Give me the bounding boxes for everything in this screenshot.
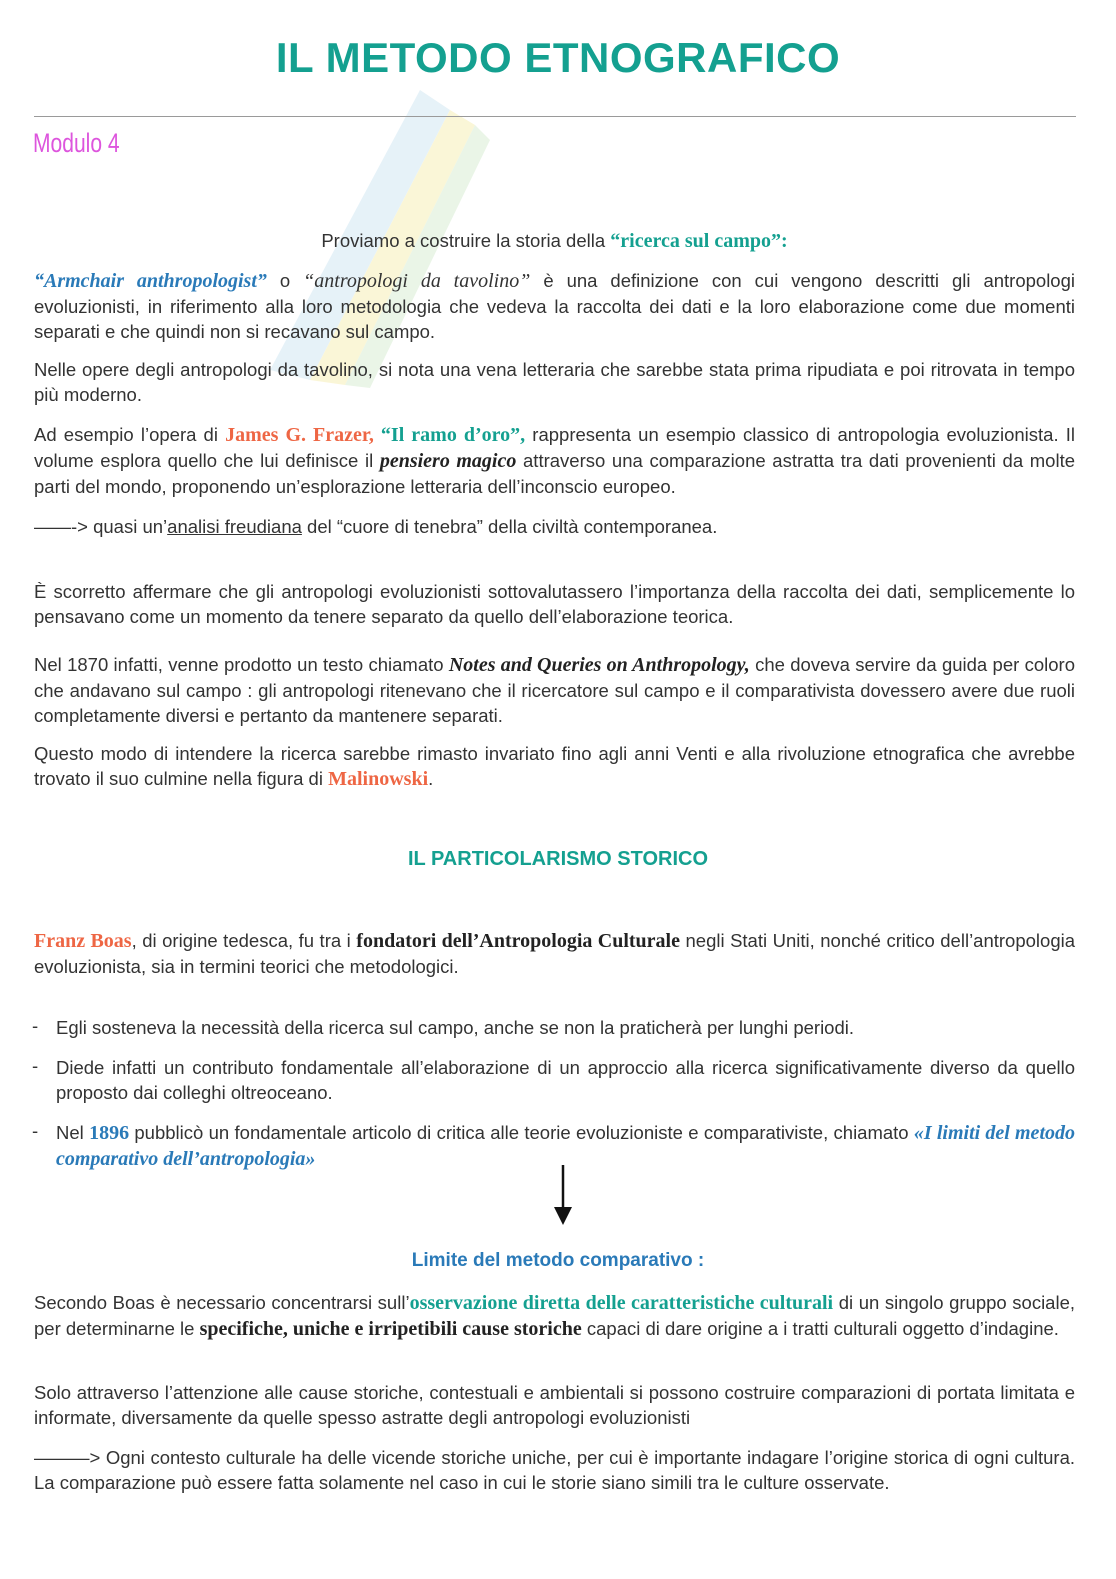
module-label: Modulo 4 [33,128,120,158]
bullet-marker: - [32,1120,39,1141]
b3-text-a: Nel [56,1122,90,1143]
page-title: IL METODO ETNOGRAFICO [275,34,841,81]
section-heading: IL PARTICOLARISMO STORICO [407,848,708,870]
p9-text-b: di un singolo gruppo sociale, per determinarne le [34,1292,1076,1339]
intro-text: Proviamo a costruire la storia della [321,230,611,251]
p9-text-c: capaci di dare origine a i tratti culturali oggetto d’indagine. [581,1318,1059,1339]
tavolino-term: “antropologi da tavolino” [303,270,531,292]
p1-or: o [266,270,304,291]
notes-queries-title: Notes and Queries on Anthropology, [448,654,750,676]
paragraph-literary: Nelle opere degli antropologi da tavolino, si nota una vena letteraria che sarebbe stata prima ripudiata e poi ritrovata in tempo più moderno. [34,359,1075,405]
intro-line [34,228,1075,254]
paragraph-conclusion: ———> Ogni contesto culturale ha delle vicende storiche uniche, per cui è importante indagare l’origine storica di ogni cultura. La comparazione può essere fatta solamente nel caso in cui le storie siano simili tra le culture osservate. [34,1447,1075,1493]
fondatori-text: fondatori dell’Antropologia Culturale [356,930,680,952]
p3-text-a: Ad esempio l’opera di [34,424,226,445]
p9-text-a: Secondo Boas è necessario concentrarsi sull’ [34,1292,410,1313]
p4-text: del “cuore di tenebra” della civiltà contemporanea. [301,516,718,537]
paragraph-boas-method [34,1290,1075,1342]
paragraph-boas [34,928,1075,979]
paragraph-freudian [34,514,1075,539]
article-title: «I limiti del metodo comparativo dell’antropologia» [56,1122,1075,1170]
list-item: Diede infatti un contributo fondamentale all’elaborazione di un approccio alla ricerca significativamente diverso da quello proposto dai colleghi oltreoceano. [56,1057,1075,1103]
title-divider [34,116,1076,117]
p7-text-b: . [428,768,434,789]
bullet-marker: - [32,1015,39,1036]
p3-text-b: rappresenta un esempio classico di antropologia evoluzionista. Il volume esplora quello che lui definisce il [34,424,1075,471]
armchair-term: “Armchair anthropologist” [34,270,267,292]
p8-text-b: negli Stati Uniti, nonché critico dell’antropologia evoluzionista, sia in termini teorici che metodologici. [34,930,1076,977]
paragraph-armchair [34,268,1075,344]
paragraph-frazer [34,422,1075,499]
osservazione-text: osservazione diretta delle caratteristiche culturali [409,1292,834,1314]
cause-storiche-text: specifiche, uniche e irripetibili cause storiche [199,1318,582,1340]
list-item: Egli sosteneva la necessità della ricerca sul campo, anche se non la praticherà per lunghi periodi. [56,1017,855,1038]
paragraph-notes-queries [34,652,1075,728]
malinowski-name: Malinowski [328,768,429,790]
p4-arrow-text: ——-> quasi un’ [34,516,168,537]
analisi-freudiana: analisi freudiana [167,516,302,537]
p3-text-c: attraverso una comparazione astratta tra dati provenienti da molte parti del mondo, proponendo un’esplorazione letteraria dell’inconscio europeo. [34,450,1075,497]
intro-highlight: “ricerca sul campo”: [610,230,788,252]
down-arrow-icon [553,1165,573,1225]
b3-text-b: pubblicò un fondamentale articolo di critica alle teorie evoluzioniste e comparativiste, chiamato [129,1122,914,1143]
paragraph-historical-causes: Solo attraverso l’attenzione alle cause storiche, contestuali e ambientali si possono costruire comparazioni di portata limitata e informate, diversamente da quelle spesso astratte degli antropologi evoluzionisti [34,1382,1075,1428]
p8-text-a: , di origine tedesca, fu tra i [131,930,357,951]
bullet-marker: - [32,1055,39,1076]
boas-name: Franz Boas [34,930,132,952]
p1-text: è una definizione con cui vengono descritti gli antropologi evoluzionisti, in riferimento alla loro metodologia che vedeva la raccolta dei dati e la loro elaborazione come due momenti separati e che quindi non si recavano sul campo. [34,270,1075,342]
p6-text-b: che doveva servire da guida per coloro che andavano sul campo : gli antropologi ritenevano che il ricercatore sul campo e il comparativista dovessero avere due ruoli completamente diversi e pertanto da mantenere separati. [34,654,1075,726]
ramo-doro-title: “Il ramo d’oro”, [373,424,526,446]
paragraph-malinowski [34,741,1075,792]
paragraph-incorrect: È scorretto affermare che gli antropologi evoluzionisti sottovalutassero l’importanza della raccolta dei dati, semplicemente lo pensavano come un momento da tenere separato da quello dell’elaborazione teorica. [34,581,1075,627]
frazer-name: James G. Frazer, [225,424,374,446]
p6-text-a: Nel 1870 infatti, venne prodotto un testo chiamato [34,654,449,675]
pensiero-magico: pensiero magico [379,450,517,472]
year-1896: 1896 [89,1122,130,1144]
subsection-heading: Limite del metodo comparativo : [411,1250,705,1271]
p7-text-a: Questo modo di intendere la ricerca sarebbe rimasto invariato fino agli anni Venti e alla rivoluzione etnografica che avrebbe trovato il suo culmine nella figura di [34,743,1075,789]
